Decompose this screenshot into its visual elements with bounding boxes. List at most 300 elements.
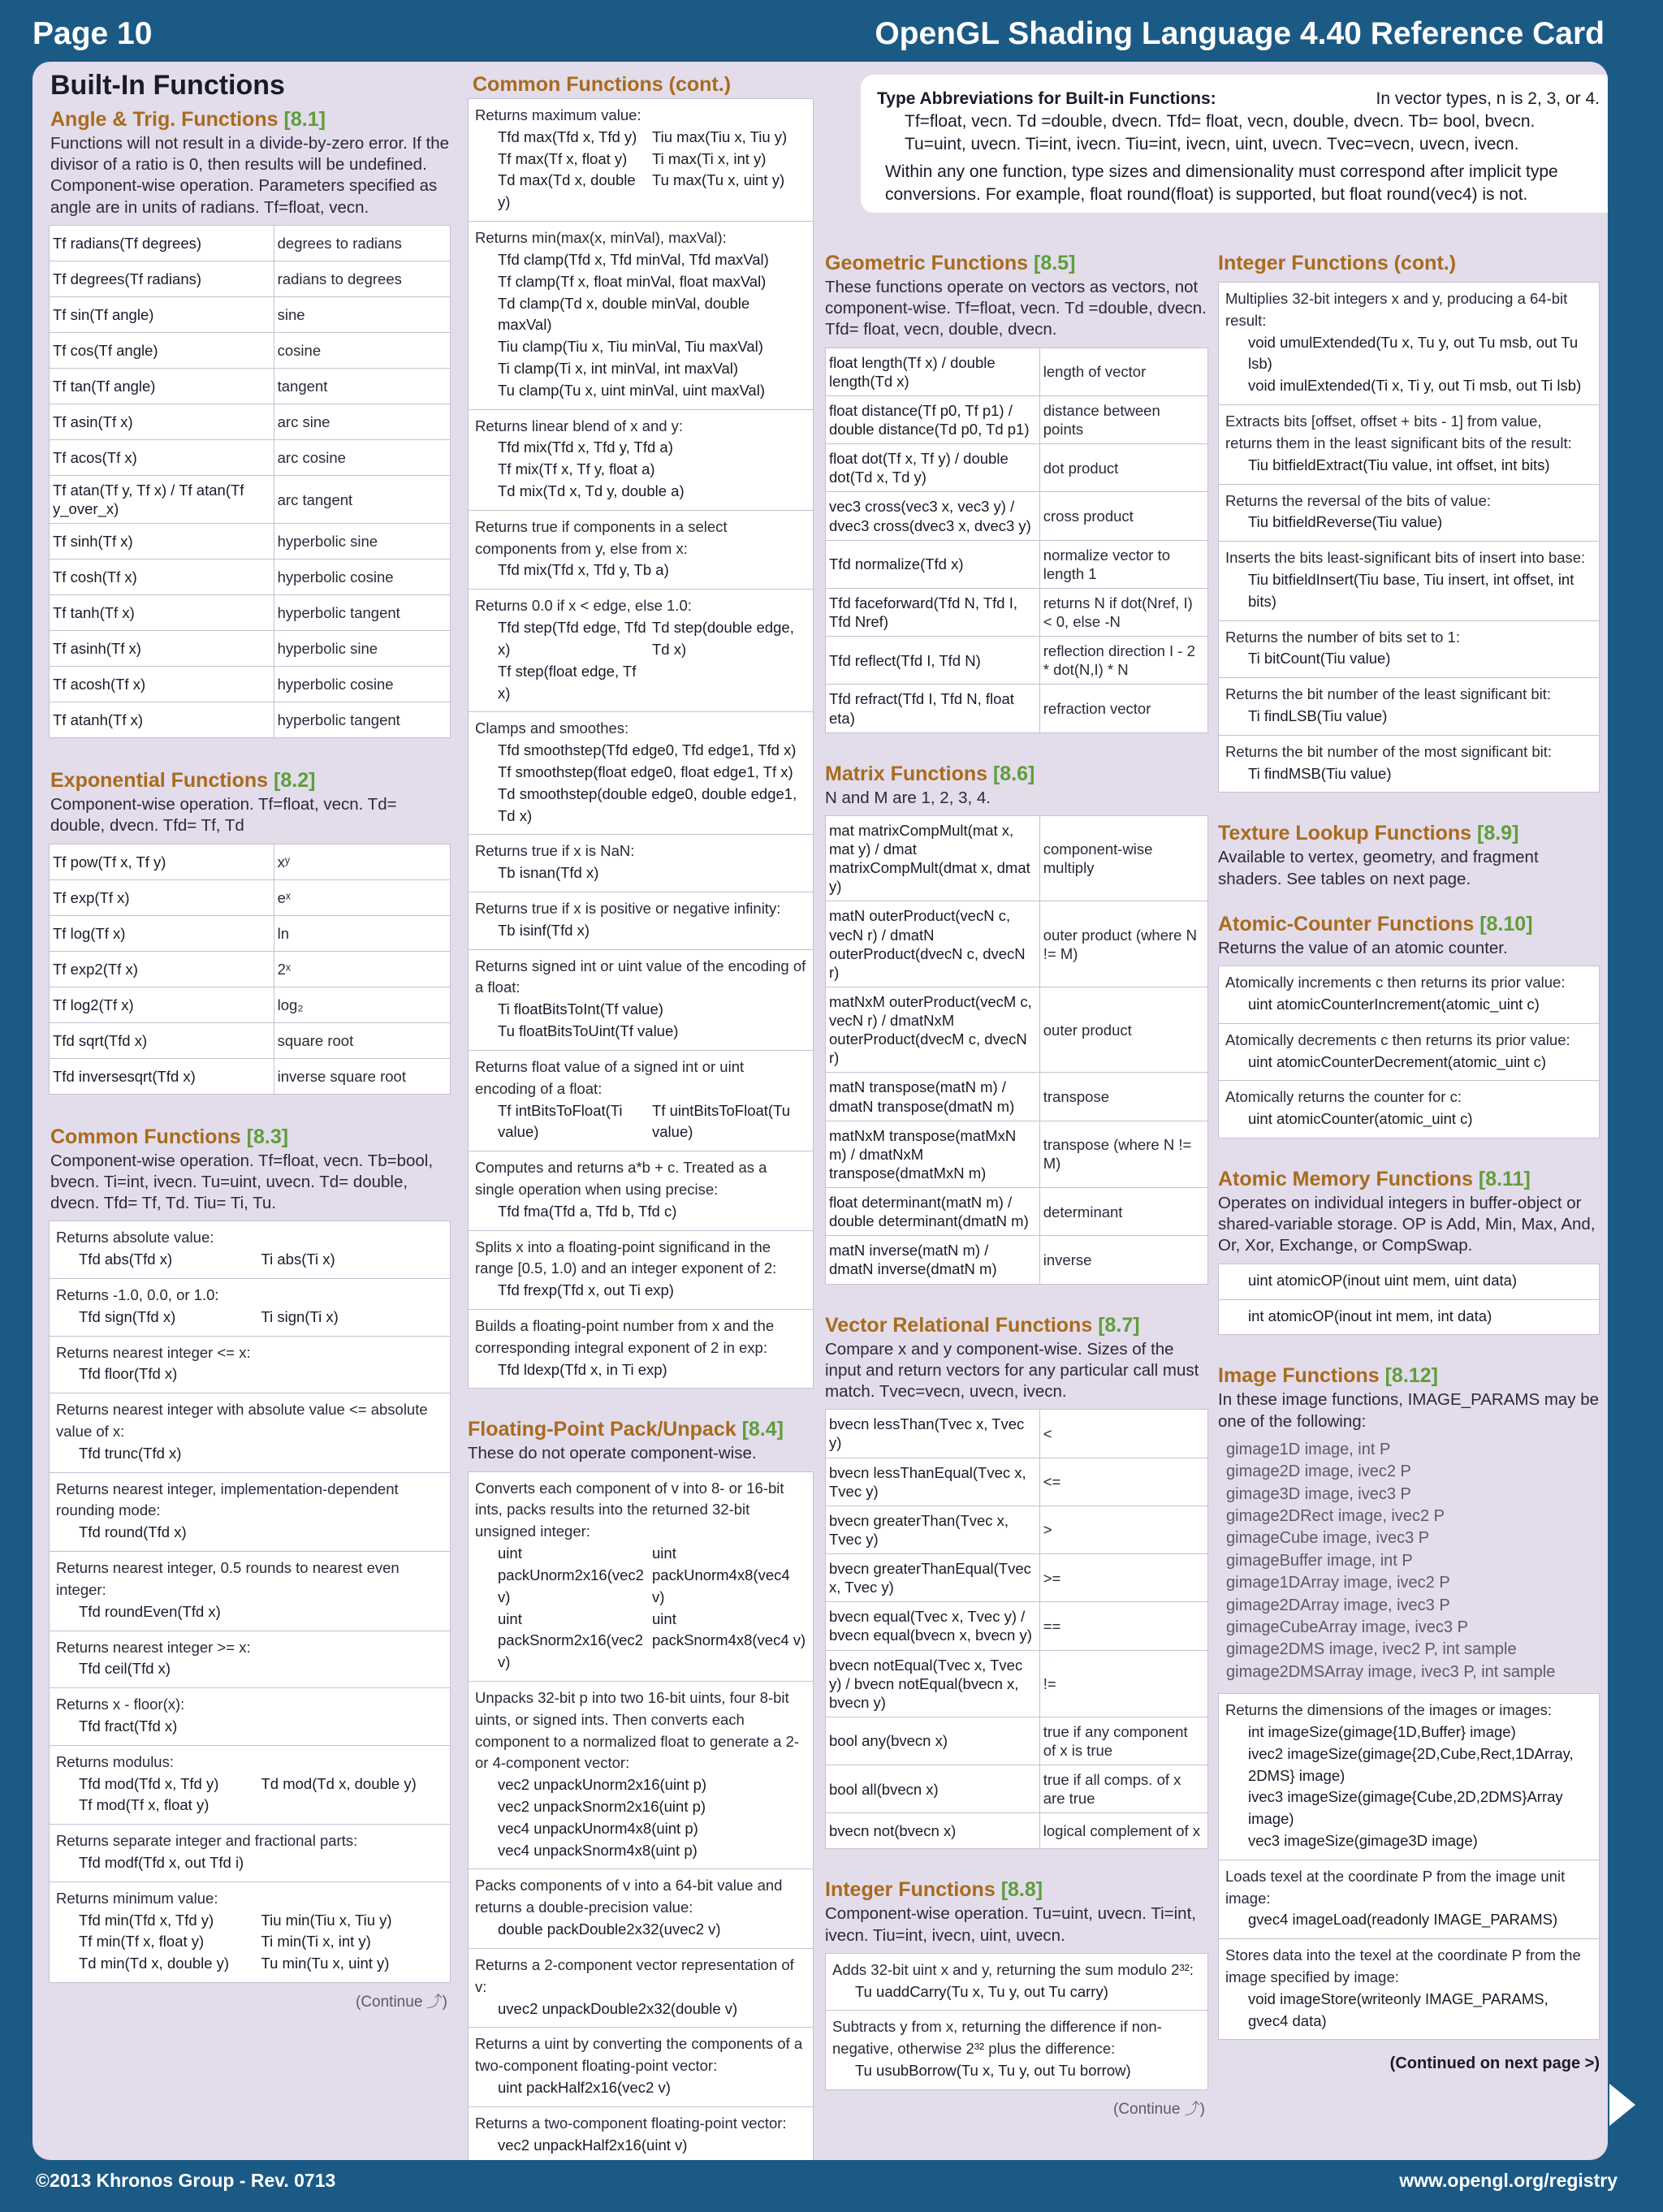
item-description: Returns maximum value: (475, 106, 641, 123)
function-signature: Tf mix(Tf x, Tf y, float a) (498, 460, 655, 478)
table-row (826, 1073, 1208, 1121)
builtin-heading: Built-In Functions (50, 70, 285, 101)
function-signature: Tf acos(Tf x) (50, 439, 274, 475)
function-signature: bvecn notEqual(Tvec x, Tvec y) / bvecn notEqual(bvecn x, bvecn y) (826, 1650, 1040, 1717)
list-item: gimage2DArray image, ivec3 P (1226, 1596, 1450, 1614)
function-signature: uint atomicCounter(atomic_uint c) (1248, 1110, 1473, 1128)
function-description: normalize vector to length 1 (1039, 540, 1207, 588)
list-item (469, 511, 813, 590)
list-item (826, 1954, 1207, 2011)
atomic-memory-title: Atomic Memory Functions (1218, 1168, 1473, 1191)
table-row (50, 951, 451, 987)
function-description: cosine (274, 332, 450, 368)
image-params-list (1218, 1439, 1600, 1683)
function-description: determinant (1039, 1188, 1207, 1236)
function-signature: Tf smoothstep(float edge0, float edge1, Tf x) (498, 763, 793, 780)
function-signature: Tf clamp(Tf x, float minVal, float maxVal) (498, 272, 767, 290)
function-signature: Tf min(Tf x, float y) (79, 1933, 205, 1951)
list-item (469, 410, 813, 511)
item-description: Returns float value of a signed int or uint encoding of a float: (475, 1057, 745, 1097)
common-box (49, 1220, 451, 1983)
atomic-counter-title: Atomic-Counter Functions (1218, 912, 1475, 935)
exp-table-wrap (49, 844, 451, 1095)
function-signature: Tfd abs(Tfd x) (79, 1251, 173, 1268)
item-description: Returns nearest integer, 0.5 rounds to nearest even integer: (56, 1559, 400, 1598)
footer-copyright: ©2013 Khronos Group - Rev. 0713 (36, 2170, 336, 2191)
table-row (50, 368, 451, 404)
list-item (469, 1051, 813, 1151)
texture-heading (1218, 822, 1600, 845)
pack-wrap (468, 1471, 814, 2160)
function-signature: Tu max(Tu x, uint y) (652, 171, 785, 189)
function-signature: vec3 imageSize(gimage3D image) (1248, 1831, 1478, 1849)
function-signature: uint packUnorm4x8(vec4 v) (652, 1545, 790, 1605)
function-signature: bool any(bvecn x) (826, 1717, 1040, 1765)
list-item (50, 1631, 450, 1689)
list-item (469, 950, 813, 1051)
function-signature: Tiu bitfieldInsert(Tiu base, Tiu insert, int offset, int bits) (1248, 570, 1574, 610)
item-description: Returns the reversal of the bits of value: (1225, 491, 1492, 509)
function-signature: matN outerProduct(vecN c, vecN r) / dmatN outerProduct(dvecN c, dvecN r) (826, 901, 1040, 987)
matrix-title: Matrix Functions (825, 762, 988, 785)
vecrel-ref: [8.7] (1098, 1313, 1140, 1337)
list-item (826, 2011, 1207, 2089)
function-signature: Tf radians(Tf degrees) (50, 225, 274, 261)
list-item (469, 2028, 813, 2106)
atomic-memory-ref: [8.11] (1478, 1168, 1531, 1191)
function-signature: vec2 unpackHalf2x16(uint v) (498, 2136, 688, 2154)
function-signature: Td mod(Td x, double y) (261, 1774, 417, 1792)
header-bar (0, 0, 1663, 60)
table-row (50, 915, 451, 951)
image-ref: [8.12] (1384, 1364, 1438, 1388)
page-title: OpenGL Shading Language 4.40 Reference Card (875, 16, 1605, 51)
geom-desc: These functions operate on vectors as vectors, not component-wise. Tf=float, vecn. Td =double, dvecn. Tfd= float, vecn, double, dvecn. (825, 278, 1207, 339)
function-signature: Td max(Td x, double y) (498, 171, 636, 211)
function-signature: Tf uintBitsToFloat(Tu value) (652, 1101, 790, 1141)
function-signature: Td step(double edge, Td x) (652, 619, 794, 658)
table-row (826, 815, 1208, 901)
function-signature: double packDouble2x32(uvec2 v) (498, 1920, 721, 1938)
vecrel-heading (825, 1314, 1208, 1337)
function-signature: Tfd min(Tfd x, Tfd y) (79, 1911, 214, 1929)
table-row (50, 844, 451, 879)
table-row (826, 1506, 1208, 1553)
angle-heading (50, 108, 451, 132)
function-signature: Td min(Td x, double y) (79, 1955, 230, 1972)
function-signature: Ti findLSB(Tiu value) (1248, 707, 1388, 724)
function-description: > (1039, 1506, 1207, 1553)
texture-title: Texture Lookup Functions (1218, 822, 1472, 845)
table-row (50, 439, 451, 475)
angle-table (49, 225, 451, 738)
list-item (50, 1473, 450, 1552)
function-signature: uint atomicOP(inout uint mem, uint data) (1248, 1271, 1518, 1289)
function-signature: Tf intBitsToFloat(Ti value) (498, 1101, 623, 1141)
common-cont-heading: Common Functions (cont.) (473, 73, 732, 96)
table-row (826, 987, 1208, 1073)
list-item (469, 1869, 813, 1948)
list-item (469, 835, 813, 892)
function-description: sine (274, 296, 450, 332)
common-heading (50, 1125, 451, 1149)
next-page-arrow-icon (1609, 2084, 1635, 2126)
pack-box (468, 1471, 814, 2160)
angle-desc: Functions will not result in a divide-by-zero error. If the divisor of a ratio is 0, then results will be undefined. Component-wise operation. Parameters specified as angle are in units of radians. Tf=float, vecn. (50, 134, 450, 217)
item-description: Atomically decrements c then returns its prior value: (1225, 1030, 1570, 1048)
list-item (469, 2107, 813, 2160)
function-signature: Tiu max(Tiu x, Tiu y) (652, 127, 788, 145)
table-row (826, 1717, 1208, 1765)
type-abbr-line-2: Tu=uint, uvecn. Ti=int, ivecn. Tiu=int, ivecn, uint, uvecn. Tvec=vecn, uvecn, ivecn. (905, 134, 1519, 153)
list-item (50, 1882, 450, 1982)
item-description: Builds a floating-point number from x and the corresponding integral exponent of 2 in exp: (475, 1317, 775, 1356)
table-row (826, 685, 1208, 732)
function-signature: bvecn lessThan(Tvec x, Tvec y) (826, 1410, 1040, 1458)
function-signature: Tu uaddCarry(Tu x, Tu y, out Tu carry) (855, 1982, 1108, 2000)
table-row (826, 1458, 1208, 1506)
function-description: refraction vector (1039, 685, 1207, 732)
item-description: Clamps and smoothes: (475, 719, 629, 737)
common-desc: Component-wise operation. Tf=float, vecn. Tb=bool, bvecn. Ti=int, ivecn. Tu=uint, uvecn. Td= double, dvecn. Tfd= Tf, Td. Tiu= Ti, Tu. (50, 1151, 434, 1213)
item-description: Converts each component of v into 8- or 16-bit ints, packs results into the returned 32-bit unsigned integer: (475, 1479, 784, 1540)
function-signature: void imageStore(writeonly IMAGE_PARAMS, gvec4 data) (1248, 1990, 1549, 2029)
list-item (469, 892, 813, 950)
function-signature: bool all(bvecn x) (826, 1765, 1040, 1813)
list-item (1219, 1300, 1599, 1335)
common-cont-box (468, 98, 814, 1389)
function-signature: vec3 cross(vec3 x, vec3 y) / dvec3 cross(dvec3 x, dvec3 y) (826, 492, 1040, 540)
table-row (50, 631, 451, 667)
function-signature: gvec4 imageLoad(readonly IMAGE_PARAMS) (1248, 1911, 1558, 1929)
item-description: Returns a two-component floating-point vector: (475, 2114, 787, 2132)
function-signature: Tu usubBorrow(Tu x, Tu y, out Tu borrow) (855, 2062, 1131, 2080)
table-row (50, 559, 451, 595)
type-abbr-para: Within any one function, type sizes and dimensionality must correspond after implicit type conversions. For example, float round(float) is supported, but float round(vec4) is not. (885, 162, 1558, 204)
list-item: gimage2DMS image, ivec2 P, int sample (1226, 1640, 1517, 1659)
function-signature: uint atomicCounterIncrement(atomic_uint c) (1248, 995, 1540, 1013)
function-description: xʸ (274, 844, 450, 879)
function-signature: bvecn not(bvecn x) (826, 1813, 1040, 1849)
image-heading (1218, 1364, 1600, 1388)
item-description: Returns nearest integer <= x: (56, 1343, 251, 1361)
function-signature: vec2 unpackSnorm2x16(uint p) (498, 1798, 706, 1816)
function-signature: Tb isnan(Tfd x) (498, 864, 599, 882)
function-signature: Tiu clamp(Tiu x, Tiu minVal, Tiu maxVal) (498, 338, 763, 356)
function-signature: Tiu bitfieldExtract(Tiu value, int offset, int bits) (1248, 456, 1550, 473)
function-signature: Td smoothstep(double edge0, double edge1, Td x) (498, 784, 797, 824)
item-description: Returns signed int or uint value of the encoding of a float: (475, 957, 806, 996)
function-signature: mat matrixCompMult(mat x, mat y) / dmat matrixCompMult(dmat x, dmat y) (826, 815, 1040, 901)
function-signature: Tf log(Tf x) (50, 915, 274, 951)
function-description: distance between points (1039, 395, 1207, 443)
function-description: ln (274, 915, 450, 951)
exp-heading (50, 769, 451, 793)
function-signature: Tfd round(Tfd x) (79, 1523, 187, 1541)
function-signature: uint packUnorm2x16(vec2 v) (498, 1545, 644, 1605)
function-signature: Ti bitCount(Tiu value) (1248, 650, 1391, 667)
atomic-memory-desc: Operates on individual integers in buffer-object or shared-variable storage. OP is Add, Min, Max, And, Or, Xor, Exchange, or CompSwap. (1218, 1194, 1596, 1255)
function-signature: Tf asin(Tf x) (50, 404, 274, 439)
function-signature: Td mix(Td x, Td y, double a) (498, 482, 685, 499)
item-description: Returns true if x is positive or negative infinity: (475, 900, 781, 917)
function-signature: Tf tan(Tf angle) (50, 368, 274, 404)
pack-ref: [8.4] (741, 1418, 784, 1441)
function-description: arc cosine (274, 439, 450, 475)
function-signature: void imulExtended(Ti x, Ti y, out Ti msb, out Ti lsb) (1248, 377, 1582, 395)
function-signature: ivec2 imageSize(gimage{2D,Cube,Rect,1DArray, 2DMS} image) (1248, 1744, 1574, 1784)
integer-cont-box (1218, 282, 1600, 793)
function-signature: float length(Tf x) / double length(Td x) (826, 348, 1040, 395)
column-1 (41, 62, 451, 2011)
function-signature: vec4 unpackUnorm4x8(uint p) (498, 1819, 698, 1837)
texture-ref: [8.9] (1477, 822, 1519, 845)
list-item: gimage2D image, ivec2 P (1226, 1462, 1411, 1481)
table-row (826, 1188, 1208, 1236)
table-row (50, 702, 451, 738)
function-description: hyperbolic sine (274, 524, 450, 559)
table-row (50, 332, 451, 368)
function-signature: Tfd max(Tfd x, Tfd y) (498, 127, 637, 145)
function-signature: Tiu bitfieldReverse(Tiu value) (1248, 513, 1443, 531)
item-description: Multiplies 32-bit integers x and y, producing a 64-bit result: (1225, 290, 1568, 329)
list-item (50, 1393, 450, 1472)
common-ref: [8.3] (246, 1125, 289, 1148)
list-item (50, 1337, 450, 1394)
function-signature: Tiu min(Tiu x, Tiu y) (261, 1911, 392, 1929)
function-signature: Tfd trunc(Tfd x) (79, 1444, 182, 1462)
item-description: Atomically returns the counter for c: (1225, 1088, 1462, 1106)
matrix-table (825, 815, 1208, 1285)
item-description: Returns the bit number of the least significant bit: (1225, 685, 1552, 703)
function-signature: Ti clamp(Ti x, int minVal, int maxVal) (498, 359, 739, 377)
table-row (50, 667, 451, 702)
vecrel-title: Vector Relational Functions (825, 1313, 1093, 1337)
table-row (50, 1058, 451, 1094)
function-description: transpose (1039, 1073, 1207, 1121)
function-signature: int imageSize(gimage{1D,Buffer} image) (1248, 1722, 1516, 1740)
list-item (1219, 621, 1599, 679)
table-row (50, 475, 451, 523)
function-description: hyperbolic cosine (274, 559, 450, 595)
column-3 (825, 245, 1208, 2119)
function-signature: Tfd inversesqrt(Tfd x) (50, 1058, 274, 1094)
function-signature: Tf max(Tf x, float y) (498, 149, 628, 167)
table-row (826, 588, 1208, 636)
function-signature: Tu min(Tu x, uint y) (261, 1955, 390, 1972)
function-signature: Ti findMSB(Tiu value) (1248, 764, 1392, 782)
matrix-heading (825, 763, 1208, 786)
list-item (469, 1310, 813, 1388)
function-signature: float determinant(matN m) / double determinant(dmatN m) (826, 1188, 1040, 1236)
function-signature: bvecn lessThanEqual(Tvec x, Tvec y) (826, 1458, 1040, 1506)
function-signature: Tfd ldexp(Tfd x, in Ti exp) (498, 1360, 667, 1378)
item-description: Extracts bits [offset, offset + bits - 1] from value, returns them in the least significant bits of the result: (1225, 413, 1572, 451)
geom-ref: [8.5] (1034, 252, 1076, 274)
common-title: Common Functions (50, 1125, 241, 1148)
geom-heading (825, 252, 1208, 275)
list-item (1219, 283, 1599, 405)
table-row (826, 444, 1208, 492)
function-signature: vec4 unpackSnorm4x8(uint p) (498, 1841, 698, 1859)
function-description: component-wise multiply (1039, 815, 1207, 901)
function-description: hyperbolic tangent (274, 595, 450, 631)
function-signature: Tfd fract(Tfd x) (79, 1717, 178, 1735)
function-signature: matN transpose(matN m) / dmatN transpose(dmatN m) (826, 1073, 1040, 1121)
function-signature: Tf sin(Tf angle) (50, 296, 274, 332)
list-item (469, 99, 813, 222)
item-description: Adds 32-bit uint x and y, returning the sum modulo 2³²: (832, 1960, 1194, 1978)
function-description: eˣ (274, 879, 450, 915)
function-signature: Tf tanh(Tf x) (50, 595, 274, 631)
list-item: gimage2DRect image, ivec2 P (1226, 1506, 1445, 1525)
pack-title: Floating-Point Pack/Unpack (468, 1418, 736, 1441)
function-signature: uint packSnorm4x8(vec4 v) (652, 1609, 806, 1649)
angle-table-wrap (49, 225, 451, 738)
atomic-counter-ref: [8.10] (1479, 912, 1533, 935)
integer-desc: Component-wise operation. Tu=uint, uvecn. Ti=int, ivecn. Tiu=int, ivecn, uint, uvecn. (825, 1904, 1196, 1945)
exp-ref: [8.2] (274, 769, 316, 793)
function-signature: Tfd faceforward(Tfd N, Tfd I, Tfd Nref) (826, 588, 1040, 636)
function-signature: Tfd modf(Tfd x, out Tfd i) (79, 1854, 244, 1872)
function-description: cross product (1039, 492, 1207, 540)
function-signature: Tfd refract(Tfd I, Tfd N, float eta) (826, 685, 1040, 732)
function-signature: uint atomicCounterDecrement(atomic_uint c) (1248, 1052, 1547, 1070)
page-number: Page 10 (32, 16, 153, 51)
table-row (826, 1121, 1208, 1187)
function-signature: Td clamp(Td x, double minVal, double maxVal) (498, 294, 750, 334)
item-description: Subtracts y from x, returning the difference if non-negative, otherwise 2³² plus the difference: (832, 2018, 1162, 2058)
function-signature: Tb isinf(Tfd x) (498, 921, 590, 939)
function-signature: Tfd step(Tfd edge, Tfd x) (498, 619, 646, 658)
list-item (469, 1151, 813, 1230)
item-description: Returns the bit number of the most significant bit: (1225, 742, 1553, 760)
function-signature: matN inverse(matN m) / dmatN inverse(dmatN m) (826, 1236, 1040, 1284)
item-description: Returns a uint by converting the components of a two-component floating-point vector: (475, 2035, 803, 2075)
function-signature: Tfd frexp(Tfd x, out Ti exp) (498, 1281, 674, 1299)
list-item (50, 1221, 450, 1279)
list-item (1219, 485, 1599, 542)
angle-title: Angle & Trig. Functions (50, 108, 279, 131)
table-row (826, 348, 1208, 395)
function-description: outer product (where N != M) (1039, 901, 1207, 987)
function-signature: Ti floatBitsToInt(Tf value) (498, 1000, 663, 1018)
item-description: Returns the number of bits set to 1: (1225, 628, 1460, 646)
function-signature: Tfd ceil(Tfd x) (79, 1660, 171, 1678)
list-item (469, 1231, 813, 1310)
function-signature: bvecn greaterThan(Tvec x, Tvec y) (826, 1506, 1040, 1553)
function-signature: Tf atan(Tf y, Tf x) / Tf atan(Tf y_over_x) (50, 475, 274, 523)
table-row (826, 1765, 1208, 1813)
item-description: Returns nearest integer >= x: (56, 1638, 251, 1656)
continued-next-page: (Continued on next page >) (1389, 2054, 1600, 2073)
function-signature: bvecn greaterThanEqual(Tvec x, Tvec y) (826, 1554, 1040, 1602)
item-description: Splits x into a floating-point significand in the range [0.5, 1.0) and an integer exponent of 2: (475, 1238, 777, 1277)
atomic-memory-box (1218, 1264, 1600, 1336)
function-signature: Tfd smoothstep(Tfd edge0, Tfd edge1, Tfd x) (498, 741, 797, 759)
atomic-memory-heading (1218, 1168, 1600, 1191)
table-row (50, 987, 451, 1022)
pack-desc: These do not operate component-wise. (468, 1444, 757, 1463)
texture-desc: Available to vertex, geometry, and fragment shaders. See tables on next page. (1218, 848, 1539, 888)
list-item (50, 1688, 450, 1746)
image-box (1218, 1693, 1600, 2040)
table-row (50, 225, 451, 261)
function-description: transpose (where N != M) (1039, 1121, 1207, 1187)
image-desc: In these image functions, IMAGE_PARAMS may be one of the following: (1218, 1390, 1600, 1431)
vecrel-desc: Compare x and y component-wise. Sizes of the input and return vectors for any particular call must match. Tvec=vecn, uvecn, ivecn. (825, 1339, 1199, 1402)
angle-ref: [8.1] (283, 108, 326, 131)
function-signature: Tf atanh(Tf x) (50, 702, 274, 738)
geom-title: Geometric Functions (825, 252, 1029, 274)
table-row (826, 1650, 1208, 1717)
column-4 (1218, 245, 1600, 2073)
column-2 (432, 62, 814, 2160)
function-signature: Tf degrees(Tf radians) (50, 261, 274, 296)
matrix-desc: N and M are 1, 2, 3, 4. (825, 788, 991, 807)
list-item (469, 590, 813, 712)
function-signature: Tf asinh(Tf x) (50, 631, 274, 667)
atomic-counter-heading (1218, 913, 1600, 936)
matrix-ref: [8.6] (992, 762, 1035, 785)
list-item: gimage1D image, int P (1226, 1440, 1391, 1458)
list-item (469, 1472, 813, 1682)
table-row (50, 1022, 451, 1058)
table-row (826, 1410, 1208, 1458)
function-description: arc sine (274, 404, 450, 439)
list-item (469, 1682, 813, 1870)
function-signature: Tfd mod(Tfd x, Tfd y) (79, 1774, 219, 1792)
integer-ref: [8.8] (1000, 1878, 1043, 1902)
item-description: Returns absolute value: (56, 1229, 214, 1246)
function-signature: Tf cos(Tf angle) (50, 332, 274, 368)
list-item (1219, 405, 1599, 484)
integer-cont-heading: Integer Functions (cont.) (1218, 252, 1457, 274)
function-description: square root (274, 1022, 450, 1058)
table-row (50, 296, 451, 332)
table-row (50, 879, 451, 915)
function-signature: float dot(Tf x, Tf y) / double dot(Td x, Td y) (826, 444, 1040, 492)
integer-heading (825, 1878, 1208, 1902)
vecrel-table (825, 1409, 1208, 1849)
function-signature: Tfd roundEven(Tfd x) (79, 1602, 221, 1620)
list-item (469, 222, 813, 410)
item-description: Returns true if x is NaN: (475, 842, 635, 860)
content-panel (32, 62, 1608, 2160)
list-item: gimage2DMSArray image, ivec3 P, int sample (1226, 1662, 1556, 1681)
function-signature: Ti sign(Ti x) (261, 1307, 339, 1325)
function-description: degrees to radians (274, 225, 450, 261)
function-description: length of vector (1039, 348, 1207, 395)
function-description: inverse square root (274, 1058, 450, 1094)
function-signature: Tfd sqrt(Tfd x) (50, 1022, 274, 1058)
function-signature: int atomicOP(inout int mem, int data) (1248, 1307, 1492, 1324)
item-description: Returns linear blend of x and y: (475, 417, 684, 434)
function-signature: uint packHalf2x16(vec2 v) (498, 2078, 671, 2096)
function-description: hyperbolic cosine (274, 667, 450, 702)
function-description: outer product (1039, 987, 1207, 1073)
function-signature: Ti min(Ti x, int y) (261, 1933, 371, 1951)
function-signature: Tf sinh(Tf x) (50, 524, 274, 559)
table-row (826, 540, 1208, 588)
pack-heading (468, 1418, 814, 1441)
type-abbr-line-1: Tf=float, vecn. Td =double, dvecn. Tfd= float, vecn, double, dvecn. Tb= bool, bvecn. (905, 111, 1536, 131)
item-description: Stores data into the texel at the coordinate P from the image specified by image: (1225, 1946, 1581, 1986)
list-item: gimageCube image, ivec3 P (1226, 1529, 1430, 1548)
geom-table (825, 348, 1208, 733)
function-signature: float distance(Tf p0, Tf p1) / double distance(Td p0, Td p1) (826, 395, 1040, 443)
function-signature: Tf cosh(Tf x) (50, 559, 274, 595)
